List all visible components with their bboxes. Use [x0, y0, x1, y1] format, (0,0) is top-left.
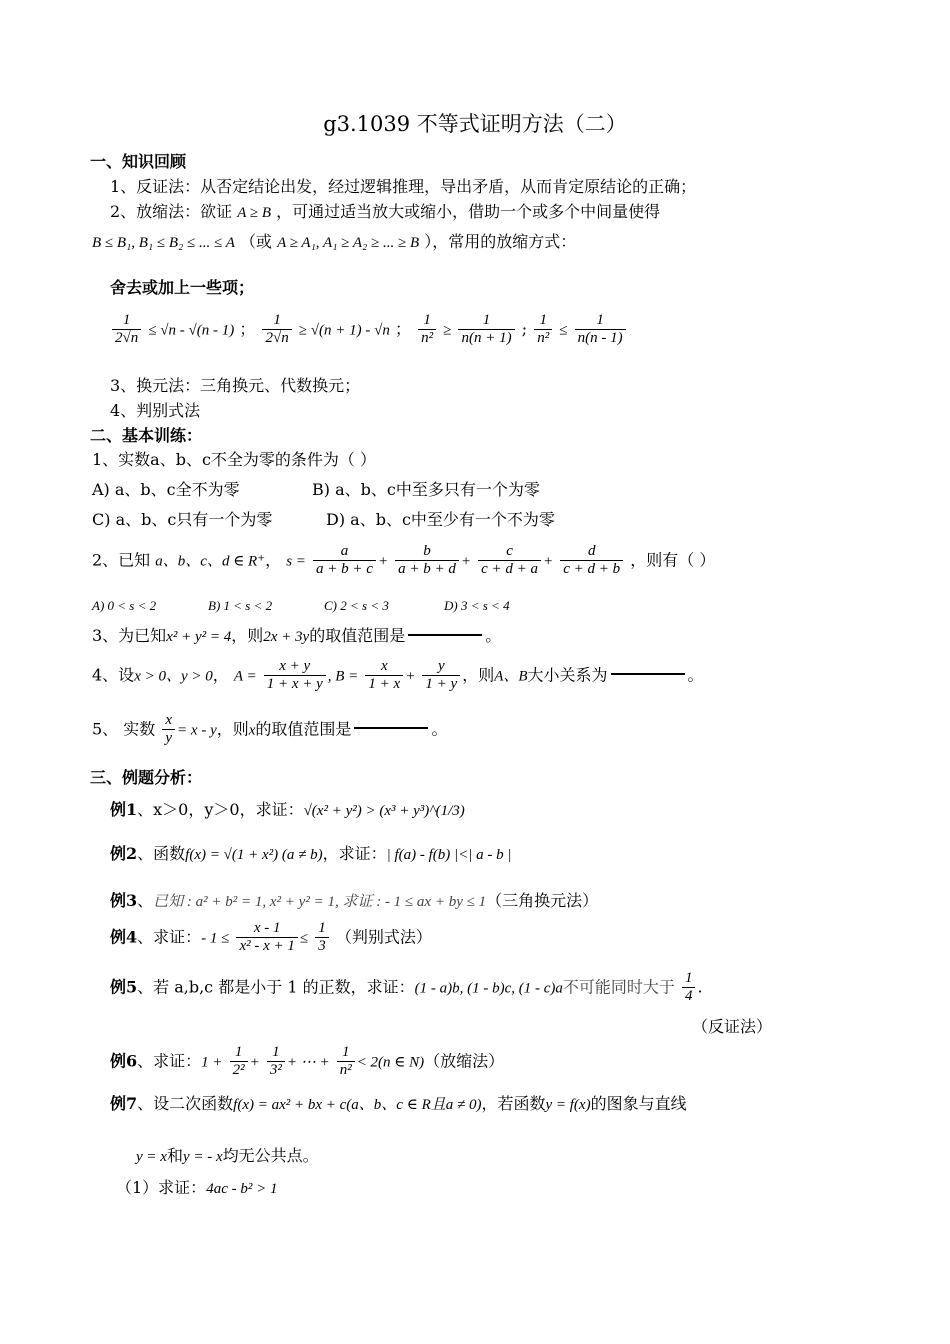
- q3-condition: x² + y² = 4: [166, 629, 232, 645]
- q3-answer-blank[interactable]: [408, 634, 482, 636]
- part1-claim: 4ac - b² > 1: [206, 1181, 278, 1197]
- example-7-part1: （1）求证：4ac - b² > 1: [116, 1178, 278, 1197]
- method-substitution: 3、换元法：三角换元、代数换元；: [110, 376, 361, 395]
- fraction-1-over-n-squared: $\frac{1}{\text{n²}}$: [337, 1044, 355, 1080]
- fraction-a: $\frac{a}{a + b + c}$: [313, 543, 376, 579]
- drop-terms-heading: 舍去或加上一些项；: [110, 278, 255, 297]
- example-4: 例4、求证：- 1 ≤ $\frac{x - 1}{\text{x² - x + 1}}$ ≤ $\frac{1}{3}$ （判别式法）: [110, 920, 432, 955]
- fraction-q4-b2: $\frac{y}{1 + y}$: [422, 658, 460, 694]
- fraction-1-over-3-squared: $\frac{1}{\text{3²}}$: [267, 1044, 285, 1080]
- example-2: 例2、函数f(x) = √(1 + x²) (a ≠ b)，求证：| f(a) - f(b) |<| a - b |: [110, 844, 512, 863]
- fraction-x-over-y: $\frac{x}{y}$: [162, 712, 175, 748]
- q2-option-a: A) 0 < s < 2: [92, 598, 157, 613]
- ex5-expression: (1 - a)b, (1 - b)c, (1 - c)a: [414, 980, 563, 997]
- q1-option-c: C) a、b、c只有一个为零: [92, 510, 273, 529]
- fraction-1-over-n2-b: $\frac{1}{\text{n²}}$: [534, 312, 552, 348]
- scaling-goal: A ≥ B: [237, 205, 272, 221]
- q2-tail: ，则有（ ）: [630, 550, 716, 570]
- example-6: 例6、求证：1 + $\frac{1}{\text{2²}}$ + $\frac{1}{\text{3²}}$ + ⋯ + $\frac{1}{\text{n²}}$ < 2(n ∈ N)（放缩法）: [110, 1044, 505, 1079]
- q1-option-d: D) a、b、c中至少有一个不为零: [326, 510, 555, 529]
- scaling-inequalities: [110, 312, 628, 348]
- fraction-1-over-n-n-plus-1: $\frac{1}{n(n + 1)}$: [458, 312, 514, 348]
- separator: ；: [394, 319, 411, 339]
- fraction-1-over-n2: $\frac{1}{\text{n²}}$: [418, 312, 436, 348]
- section-knowledge-heading: 一、知识回顾: [90, 152, 187, 171]
- ex3-claim: 已知 : a² + b² = 1, x² + y² = 1, 求证 : - 1 ≤ ax + by ≤ 1: [153, 894, 487, 910]
- scaling-chain: [92, 232, 576, 252]
- example-1: 例1、x＞0，y＞0，求证：√(x² + y²) > (x³ + y³)^(1/3): [110, 800, 465, 819]
- chain-tail: ），常用的放缩方式：: [424, 232, 577, 251]
- q2-prefix: 2、已知: [92, 550, 151, 570]
- question-4: 4、设x > 0、y > 0， A = $\frac{x + y}{1 + x + y}$ , B = $\frac{x}{1 + x}$ + $\frac{y}{1 + y}$ ，则A、B大小关系为 。: [92, 658, 704, 693]
- q1-option-a: A) a、b、c全不为零: [92, 480, 240, 499]
- chain-or: （或: [239, 232, 272, 251]
- ineq-4: ≤: [559, 322, 568, 339]
- q2-s: s =: [286, 553, 306, 570]
- method-scaling: [110, 202, 660, 222]
- scaling-text: 2、放缩法：欲证: [110, 202, 233, 221]
- scaling-tail: ，可通过适当放大或缩小，借助一个或多个中间量使得: [276, 202, 661, 221]
- separator: ;: [521, 319, 528, 339]
- q4-condition: x > 0、y > 0: [134, 668, 213, 685]
- q5-answer-blank[interactable]: [354, 727, 428, 729]
- q2-option-b: B) 1 < s < 2: [208, 598, 273, 613]
- fraction-d: $\frac{d}{c + d + b}$: [560, 543, 623, 579]
- q2-option-d: D) 3 < s < 4: [444, 598, 510, 613]
- method-contradiction: 1、反证法：从否定结论出发，经过逻辑推理，导出矛盾，从而肯定原结论的正确；: [110, 177, 697, 196]
- chain-ascending: B ≤ B₁, B₁ ≤ B₂ ≤ ... ≤ A: [92, 235, 235, 251]
- fraction-1-over-2sqrtn: $\frac{1}{2√n}$: [112, 312, 141, 348]
- fraction-c: $\frac{c}{c + d + a}$: [478, 543, 541, 579]
- question-2: 2、已知 a、b、c、d ∈ R⁺， s = $\frac{a}{a + b + c}$ + $\frac{b}{a + b + d}$ + $\frac{c}{c + d + a}$ + $\frac{d}{c + d + b}$ ，则有（ ）: [92, 543, 716, 578]
- fraction-1-over-n-n-minus-1: $\frac{1}{n(n - 1)}$: [575, 312, 626, 348]
- separator: ；: [239, 319, 256, 339]
- q2-option-c: C) 2 < s < 3: [324, 598, 389, 613]
- question-5: 5、 实数 $\frac{x}{y}$ = x - y，则x的取值范围是 。: [92, 712, 448, 747]
- example-3: 例3、已知 : a² + b² = 1, x² + y² = 1, 求证 : - 1 ≤ ax + by ≤ 1（三角换元法）: [110, 891, 599, 910]
- section-examples-heading: 三、例题分析：: [90, 768, 203, 787]
- fraction-b: $\frac{b}{a + b + d}$: [395, 543, 459, 579]
- ex2-claim: | f(a) - f(b) |<| a - b |: [386, 847, 512, 863]
- q1-option-b: B) a、b、c中至多只有一个为零: [312, 480, 540, 499]
- ineq-3: ≥: [443, 322, 452, 339]
- ex5-method-note: （反证法）: [692, 1017, 773, 1036]
- method-discriminant: 4、判别式法: [110, 401, 201, 420]
- q3-expression: 2x + 3y: [263, 629, 310, 645]
- section-training-heading: 二、基本训练：: [90, 426, 203, 445]
- ex7-function: f(x) = ax² + bx + c(a、b、c ∈ R且a ≠ 0): [233, 1097, 482, 1113]
- ex1-claim: √(x² + y²) > (x³ + y³)^(1/3): [303, 803, 465, 819]
- ineq-2: ≥ √(n + 1) - √n: [298, 322, 390, 339]
- ex2-function: f(x) = √(1 + x²) (a ≠ b): [185, 847, 323, 863]
- q2-vars: a、b、c、d ∈ R⁺: [155, 553, 266, 570]
- fraction-one-third: $\frac{1}{3}$: [315, 920, 329, 956]
- fraction-ex4: $\frac{x - 1}{\text{x² - x + 1}}$: [236, 920, 297, 956]
- ineq-1: ≤ √n - √(n - 1): [148, 322, 235, 339]
- example-7: 例7、设二次函数f(x) = ax² + bx + c(a、b、c ∈ R且a ≠ 0)，若函数y = f(x)的图象与直线: [110, 1094, 687, 1113]
- page-title: g3.1039 不等式证明方法（二）: [323, 112, 627, 136]
- question-1: 1、实数a、b、c不全为零的条件为（ ）: [92, 450, 377, 469]
- example-7-line2: y = x和y = - x均无公共点。: [136, 1146, 319, 1165]
- q4-answer-blank[interactable]: [611, 673, 685, 675]
- fraction-q4-b1: $\frac{x}{1 + x}$: [365, 658, 403, 694]
- fraction-one-quarter: $\frac{1}{4}$: [682, 970, 696, 1006]
- fraction-1-over-2-squared: $\frac{1}{\text{2²}}$: [230, 1044, 248, 1080]
- fraction-1-over-2sqrtn-b: $\frac{1}{2√n}$: [262, 312, 291, 348]
- example-5: 例5、若 a,b,c 都是小于 1 的正数，求证：(1 - a)b, (1 - b)c, (1 - c)a不可能同时大于 $\frac{1}{4}$ .: [110, 970, 703, 1005]
- chain-descending: A ≥ A₁, A₁ ≥ A₂ ≥ ... ≥ B: [277, 235, 420, 251]
- question-3: 3、为已知x² + y² = 4，则2x + 3y的取值范围是 。: [92, 626, 502, 645]
- fraction-q4-a: $\frac{x + y}{1 + x + y}$: [264, 658, 326, 694]
